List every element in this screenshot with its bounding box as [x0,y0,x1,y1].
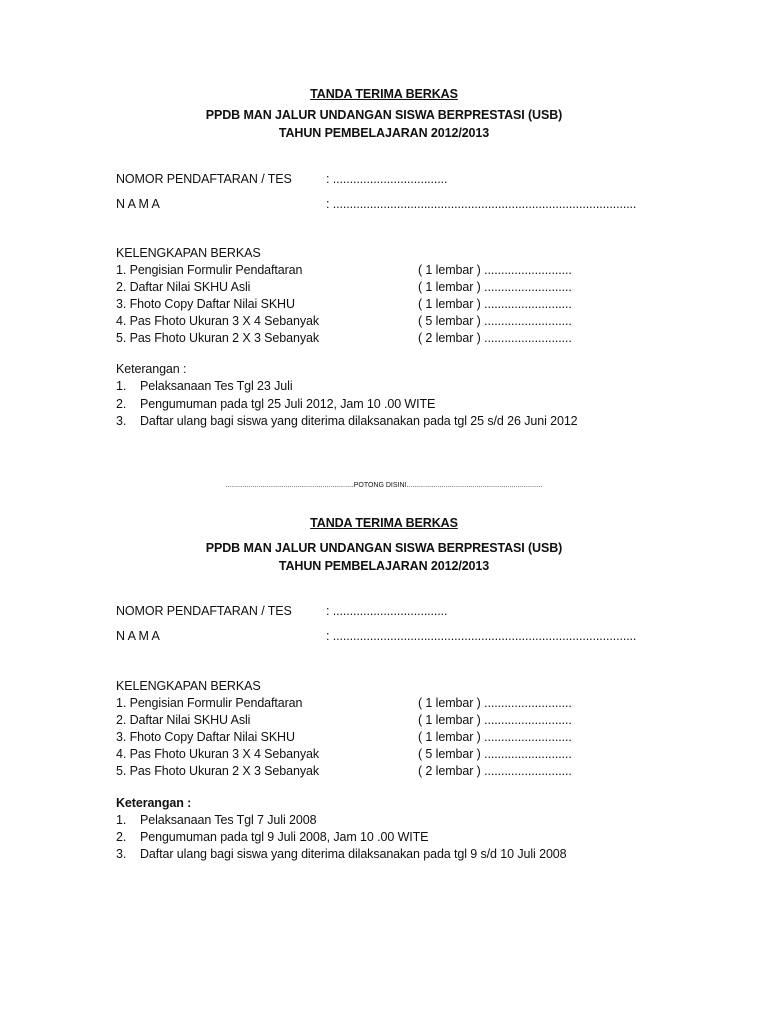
receipt-1-kelengkapan-heading: KELENGKAPAN BERKAS [116,246,261,260]
list-item: 3. Fhoto Copy Daftar Nilai SKHU [116,297,295,311]
note-text: Pelaksanaan Tes Tgl 7 Juli 2008 [140,813,317,827]
receipt-2-nomor-label: NOMOR PENDAFTARAN / TES [116,604,292,618]
note-text: Daftar ulang bagi siswa yang diterima dilaksanakan pada tgl 9 s/d 10 Juli 2008 [140,847,567,861]
note-number: 3. [116,847,127,861]
receipt-1-nomor-label: NOMOR PENDAFTARAN / TES [116,172,292,186]
list-item: 4. Pas Fhoto Ukuran 3 X 4 Sebanyak [116,314,319,328]
cut-line-label: POTONG DISINI [353,482,407,489]
receipt-1-nama-value: : .......................................................................................... [326,197,637,211]
receipt-2-nama-value: : .......................................................................................... [326,629,637,643]
receipt-2-nama-label: N A M A [116,629,160,643]
receipt-1-nama-label: N A M A [116,197,160,211]
receipt-1-year: TAHUN PEMBELAJARAN 2012/2013 [278,126,490,140]
receipt-2-keterangan-heading: Keterangan : [116,796,192,810]
list-item: 4. Pas Fhoto Ukuran 3 X 4 Sebanyak [116,747,319,761]
list-item-qty: ( 1 lembar ) .......................... [418,730,572,744]
note-text: Pengumuman pada tgl 25 Juli 2012, Jam 10 .00 WITE [140,397,436,411]
receipt-2-nomor-value: : .................................. [326,604,448,618]
list-item-qty: ( 1 lembar ) .......................... [418,696,572,710]
list-item: 1. Pengisian Formulir Pendaftaran [116,263,303,277]
receipt-2-subtitle: PPDB MAN JALUR UNDANGAN SISWA BERPRESTASI (USB) [205,541,563,555]
list-item-qty: ( 5 lembar ) .......................... [418,747,572,761]
list-item: 5. Pas Fhoto Ukuran 2 X 3 Sebanyak [116,764,319,778]
list-item: 1. Pengisian Formulir Pendaftaran [116,696,303,710]
list-item-qty: ( 5 lembar ) .......................... [418,314,572,328]
list-item-qty: ( 1 lembar ) .......................... [418,713,572,727]
receipt-2-kelengkapan-heading: KELENGKAPAN BERKAS [116,679,261,693]
list-item-qty: ( 1 lembar ) .......................... [418,297,572,311]
list-item: 3. Fhoto Copy Daftar Nilai SKHU [116,730,295,744]
receipt-1-subtitle: PPDB MAN JALUR UNDANGAN SISWA BERPRESTASI (USB) [205,108,563,122]
note-number: 2. [116,830,127,844]
receipt-2-title: TANDA TERIMA BERKAS [310,516,458,530]
list-item: 5. Pas Fhoto Ukuran 2 X 3 Sebanyak [116,331,319,345]
list-item: 2. Daftar Nilai SKHU Asli [116,280,251,294]
list-item: 2. Daftar Nilai SKHU Asli [116,713,251,727]
list-item-qty: ( 2 lembar ) .......................... [418,764,572,778]
receipt-2-year: TAHUN PEMBELAJARAN 2012/2013 [278,559,490,573]
receipt-1-title: TANDA TERIMA BERKAS [310,87,458,101]
note-text: Pengumuman pada tgl 9 Juli 2008, Jam 10 .00 WITE [140,830,429,844]
note-number: 1. [116,813,127,827]
note-number: 1. [116,379,127,393]
receipt-1-nomor-value: : .................................. [326,172,448,186]
cut-line-dots-left: .................................................................. [225,482,354,489]
list-item-qty: ( 2 lembar ) .......................... [418,331,572,345]
receipt-1-keterangan-heading: Keterangan : [116,362,187,376]
note-text: Pelaksanaan Tes Tgl 23 Juli [140,379,293,393]
list-item-qty: ( 1 lembar ) .......................... [418,280,572,294]
note-text: Daftar ulang bagi siswa yang diterima dilaksanakan pada tgl 25 s/d 26 Juni 2012 [140,414,578,428]
cut-line-dots-right: ...................................................................... [406,482,543,489]
note-number: 3. [116,414,127,428]
note-number: 2. [116,397,127,411]
list-item-qty: ( 1 lembar ) .......................... [418,263,572,277]
cut-line [0,482,768,489]
